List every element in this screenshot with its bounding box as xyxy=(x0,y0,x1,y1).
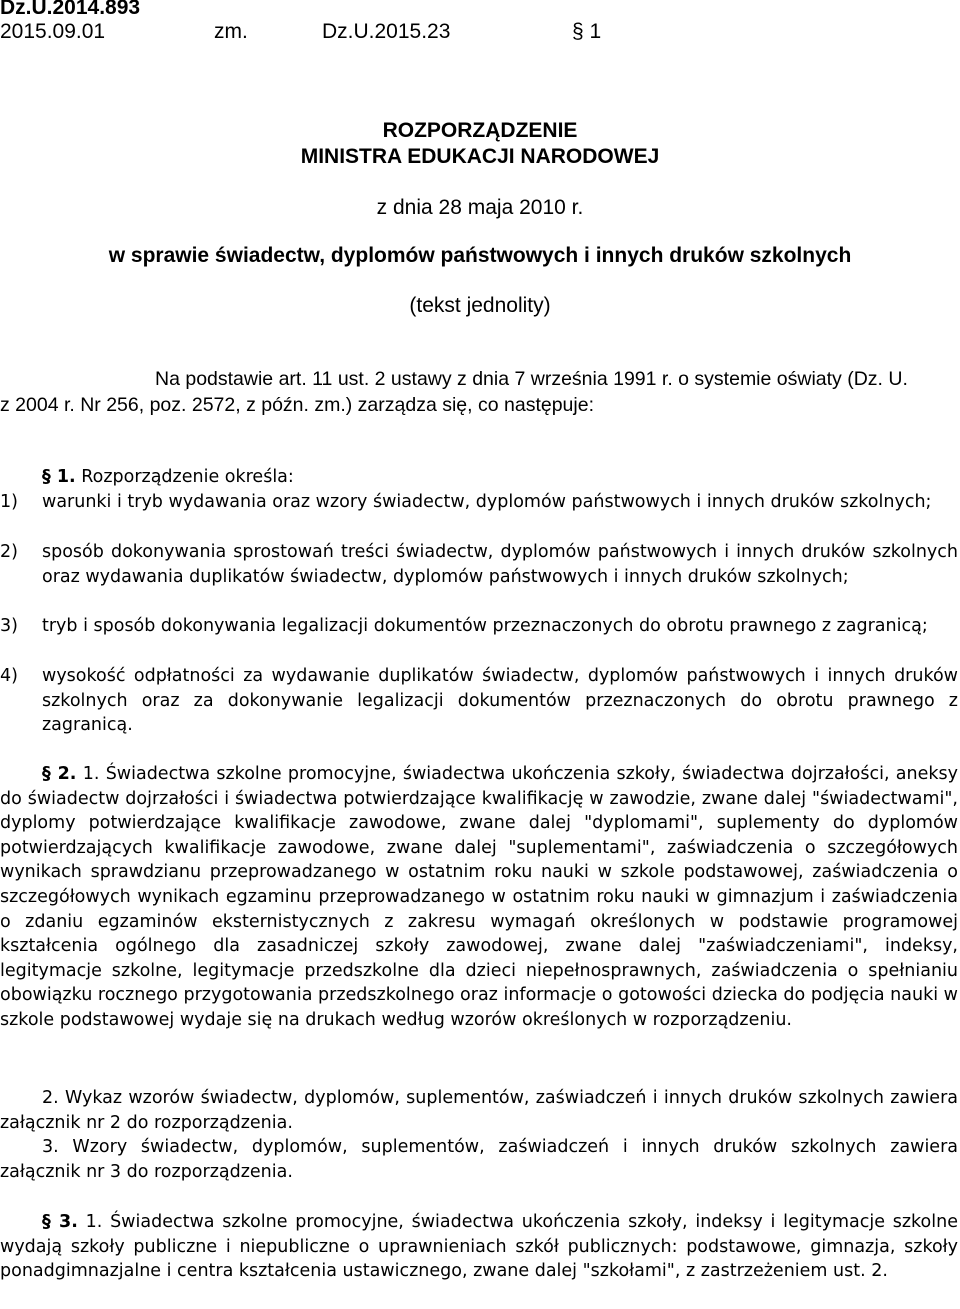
title-date: z dnia 28 maja 2010 r. xyxy=(376,196,584,219)
header-amendment-reference: Dz.U.2015.23 xyxy=(322,20,451,43)
item-text: tryb i sposób dokonywania legalizacji dokumentów przeznaczonych do obrotu prawnego z zagranicą; xyxy=(42,616,928,636)
item-number: 4) xyxy=(0,666,18,686)
item-number: 2) xyxy=(0,542,18,562)
title-line1: ROZPORZĄDZENIE xyxy=(382,119,578,142)
par1-mark: § 1. xyxy=(42,467,76,487)
par1-heading xyxy=(0,465,958,490)
title-consolidated-note: (tekst jednolity) xyxy=(409,294,551,317)
title-line2: MINISTRA EDUKACJI NARODOWEJ xyxy=(300,145,660,168)
header-amendment-label: zm. xyxy=(214,20,248,43)
par2-ust2: 2. Wykaz wzorów świadectw, dyplomów, suplementów, zaświadczeń i innych druków szkolnych zawiera załącznik nr 2 do rozporządzenia. xyxy=(0,1088,958,1133)
item-text: wysokość odpłatności za wydawanie duplikatów świadectw, dyplomów państwowych i innych druków szkolnych oraz za dokonywanie legalizacji dokumentów przeznaczonych do obrotu prawnego z zagranicą. xyxy=(42,666,958,736)
par3-ust1-text: 1. Świadectwa szkolne promocyjne, świadectwa ukończenia szkoły, indeksy i legitymacje szkolne wydają szkoły publiczne i niepubliczne o uprawnieniach szkół publicznych: podstawowe, gimnazja, szkoły ponadgimnazjalne i centra kształcenia ustawicznego, zwane dalej "szkołami", z zastrzeżeniem ust. 2. xyxy=(0,1212,958,1282)
title-subject: w sprawie świadectw, dyplomów państwowych i innych druków szkolnych xyxy=(108,244,852,267)
par1-item xyxy=(0,664,958,738)
item-text: warunki i tryb wydawania oraz wzory świadectw, dyplomów państwowych i innych druków szkolnych; xyxy=(42,492,932,512)
par3-mark: § 3. xyxy=(42,1212,78,1232)
par1-intro: Rozporządzenie określa: xyxy=(81,467,294,487)
par3-ust1 xyxy=(0,1210,958,1284)
par2-ust1-text: 1. Świadectwa szkolne promocyjne, świadectwa ukończenia szkoły, świadectwa dojrzałości, aneksy do świadectw dojrzałości i świadectwa potwierdzające kwalifikację w zawodzie, zwane dalej "świadectwami", dyplomy potwierdzające kwalifikacje zawodowe, zwane dalej "dyplomami", suplementy do dyplomów potwierdzających kwalifikacje zawodowe, zwane dalej "suplementami", zaświadczenia o szczegółowych wynikach sprawdzianu przeprowadzanego w ostatnim roku nauki w szkole podstawowej, zaświadczenia o szczegółowych wynikach egzaminu przeprowadzanego w ostatnim roku nauki w gimnazjum i zaświadczenia o zdaniu egzaminów eksternistycznych z zakresu wymagań określonych w podstawie programowej kształcenia ogólnego dla zasadniczej szkoły zawodowej, zwane dalej "zaświadczeniami", indeksy, legitymacje szkolne, legitymacje przedszkolne dla dzieci niepełnosprawnych, zaświadczenia o spełnianiu obowiązku rocznego przygotowania przedszkolnego oraz informacje o gotowości dziecka do podjęcia nauki w szkole podstawowej wydaje się na drukach według wzorów określonych w rozporządzeniu. xyxy=(0,764,958,1030)
preamble-line2: z 2004 r. Nr 256, poz. 2572, z późn. zm.) zarządza się, co następuje: xyxy=(0,394,594,416)
item-text: sposób dokonywania sprostowań treści świadectw, dyplomów państwowych i innych druków szkolnych oraz wydawania duplikatów świadectw, dyplomów państwowych i innych druków szkolnych; xyxy=(42,542,958,587)
header-section-marker: § 1 xyxy=(572,20,602,43)
preamble-line1: Na podstawie art. 11 ust. 2 ustawy z dnia 7 września 1991 r. o systemie oświaty (Dz. U. xyxy=(155,368,908,390)
par2-ust1 xyxy=(0,762,958,1033)
header-date: 2015.09.01 xyxy=(0,20,106,43)
par1-item xyxy=(0,614,958,639)
par2-mark: § 2. xyxy=(42,764,77,784)
par1-item xyxy=(0,490,958,515)
par2-ust3: 3. Wzory świadectw, dyplomów, suplementów, zaświadczeń i innych druków szkolnych zawiera załącznik nr 3 do rozporządzenia. xyxy=(0,1137,958,1182)
header-reference: Dz.U.2014.893 xyxy=(0,0,141,19)
par1-item xyxy=(0,540,958,589)
item-number: 3) xyxy=(0,616,18,636)
item-number: 1) xyxy=(0,492,18,512)
